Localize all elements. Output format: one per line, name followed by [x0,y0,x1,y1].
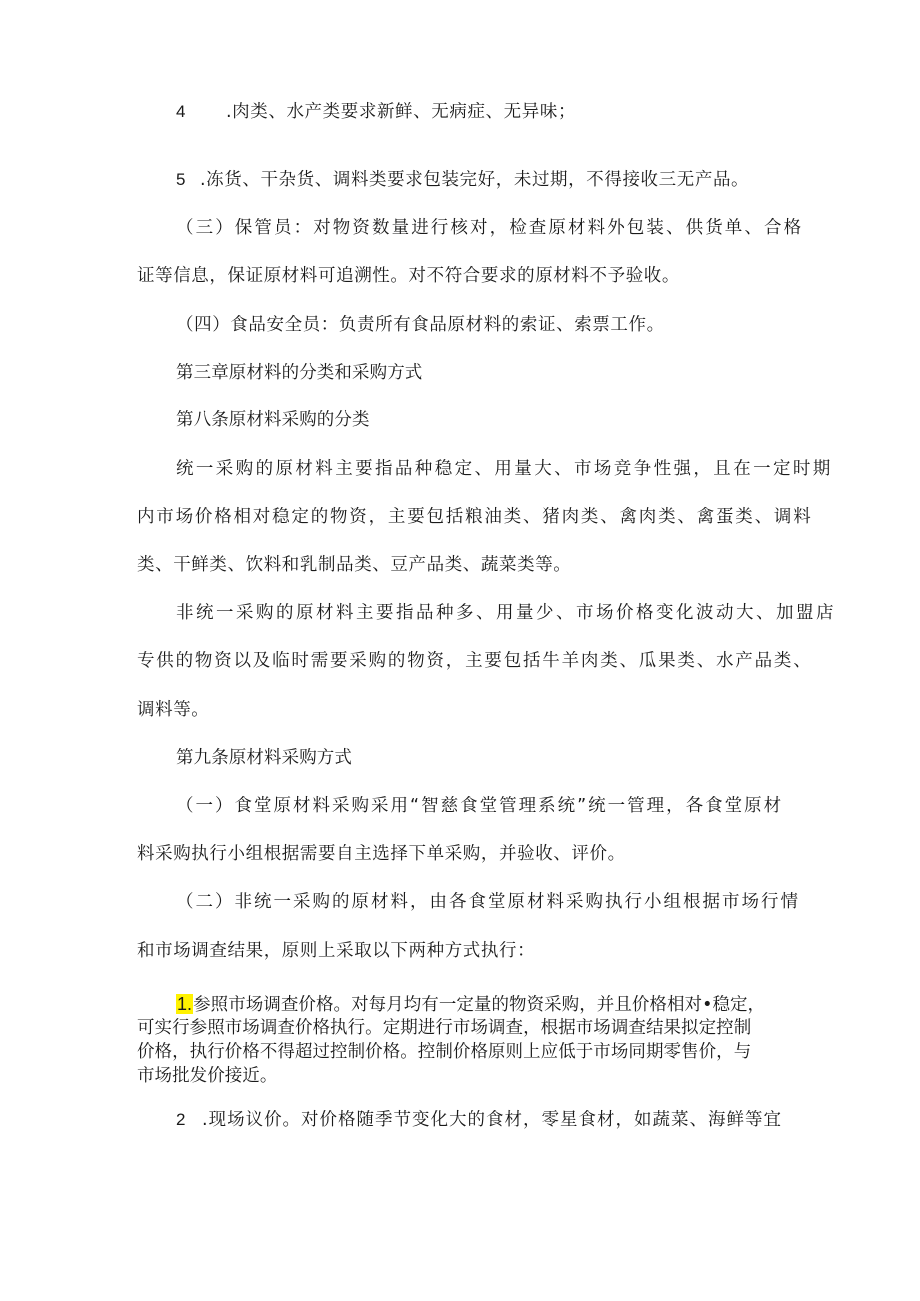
item-text: .肉类、水产类要求新鲜、无病症、无异味； [226,102,577,122]
item-text: .冻货、干杂货、调料类要求包装完好，未过期，不得接收三无产品。 [200,170,750,190]
list-item-5 [176,168,749,192]
way-1-line-4: 市场批发价接近。 [137,1066,278,1086]
way-2-text: .现场议价。对价格随季节变化大的食材，零星食材，如蔬菜、海鲜等宜 [202,1110,783,1130]
method-2-line-1: （二）非统一采购的原材料，由各食堂原材料采购执行小组根据市场行情 [176,892,800,912]
way-1-line-3: 价格，执行价格不得超过控制价格。控制价格原则上应低于市场同期零售价，与 [137,1042,752,1062]
list-item-4 [176,100,576,124]
nonunified-line-2: 专供的物资以及临时需要采购的物资，主要包括牛羊肉类、瓜果类、水产品类、 [137,651,813,671]
item-number: 5 [176,170,187,189]
chapter-3-heading: 第三章原材料的分类和采购方式 [176,363,423,383]
item-number: 2 [176,1110,187,1129]
method-1-line-1: （一）食堂原材料采购采用“智慈食堂管理系统”统一管理，各食堂原材 [176,796,784,816]
keeper-line-2: 证等信息，保证原材料可追溯性。对不符合要求的原材料不予验收。 [137,266,680,286]
method-2-line-2: 和市场调查结果，原则上采取以下两种方式执行： [137,941,536,961]
keeper-line-1: （三）保管员：对物资数量进行核对，检查原材料外包装、供货单、合格 [176,218,804,238]
method-1-line-2: 料采购执行小组根据需要自主选择下单采购，并验收、评价。 [137,844,626,864]
way-1-line-2: 可实行参照市场调查价格执行。定期进行市场调查，根据市场调查结果拟定控制 [137,1018,752,1038]
unified-line-3: 类、干鲜类、饮料和乳制品类、豆产品类、蔬菜类等。 [137,555,572,575]
article-8-heading: 第八条原材料采购的分类 [176,410,370,430]
nonunified-line-1: 非统一采购的原材料主要指品种多、用量少、市场价格变化波动大、加盟店 [176,603,836,623]
item-number: 4 [176,102,187,121]
unified-line-1: 统一采购的原材料主要指品种稳定、用量大、市场竞争性强，且在一定时期 [176,459,833,479]
nonunified-line-3: 调料等。 [137,700,210,720]
highlighted-number: 1. [177,994,193,1014]
safety-officer-paragraph: （四）食品安全员：负责所有食品原材料的索证、索票工作。 [176,315,665,335]
way-2-line-1 [176,1108,782,1132]
unified-line-2: 内市场价格相对稳定的物资，主要包括粮油类、猪肉类、禽肉类、禽蛋类、调料 [137,507,813,527]
article-9-heading: 第九条原材料采购方式 [176,748,352,768]
way-1-line-1 [176,992,765,1017]
way-1-text: 参照市场调查价格。对每月均有一定量的物资采购，并且价格相对•稳定， [193,995,766,1015]
